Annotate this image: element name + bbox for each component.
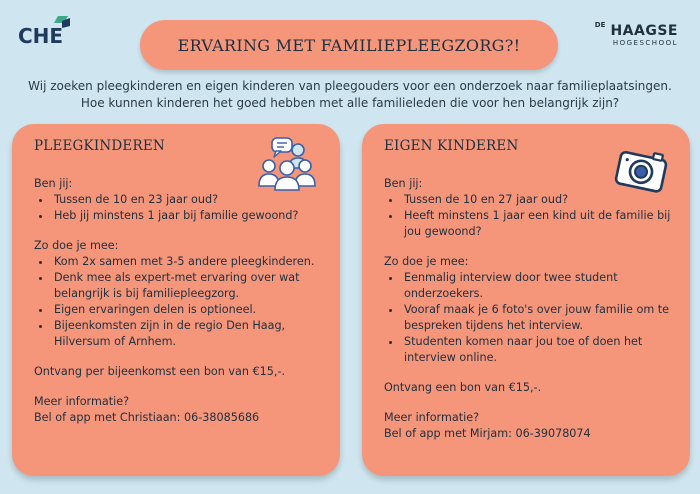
- list-item: • Tussen de 10 en 23 jaar oud?: [52, 192, 330, 208]
- list-item: • Vooraf maak je 6 foto's over jouw familie om te bespreken tijdens het interview.: [402, 302, 680, 334]
- eigen-kinderen-card: [362, 124, 690, 476]
- list-item: • Eenmalig interview door twee student onderzoekers.: [402, 270, 680, 302]
- list-item: • Studenten komen naar jou toe of doen het interview online.: [402, 334, 680, 366]
- doe-mee-list: [384, 270, 680, 366]
- info-label: Meer informatie?: [34, 395, 130, 408]
- list-item: • Denk mee als expert-met ervaring over wat belangrijk is bij familiepleegzorg.: [52, 270, 330, 302]
- list-item: • Heb jij minstens 1 jaar bij familie gewoond?: [52, 208, 330, 224]
- info-contact: Bel of app met Mirjam: 06-39078074: [384, 427, 591, 440]
- list-item: • Kom 2x samen met 3-5 andere pleegkinderen.: [52, 254, 330, 270]
- intro-line-2: Hoe kunnen kinderen het goed hebben met alle familieleden die voor hen belangrijk zijn?: [80, 96, 620, 110]
- doe-mee-label: Zo doe je mee:: [384, 255, 469, 268]
- haagse-logo-name: HAAGSE: [610, 23, 678, 39]
- doe-mee-label: Zo doe je mee:: [34, 239, 119, 252]
- page-title: ERVARING MET FAMILIEPLEEGZORG?!: [177, 35, 521, 55]
- info-contact: Bel of app met Christiaan: 06-38085686: [34, 411, 260, 424]
- haagse-logo-de: DE: [594, 21, 606, 29]
- pleegkinderen-heading: PLEEGKINDEREN: [34, 138, 165, 154]
- che-logo: [18, 14, 78, 48]
- che-logo-text: CHE: [18, 24, 64, 48]
- list-item: • Bijeenkomsten zijn in de regio Den Haag, Hilversum of Arnhem.: [52, 318, 330, 350]
- intro-text: [20, 78, 680, 112]
- pleegkinderen-body: [34, 176, 330, 426]
- title-banner: [140, 20, 558, 70]
- intro-line-1: Wij zoeken pleegkinderen en eigen kinderen van pleegouders voor een onderzoek naar familieplaatsingen.: [28, 79, 672, 93]
- list-item: • Tussen de 10 en 27 jaar oud?: [402, 192, 680, 208]
- reward-text: Ontvang per bijeenkomst een bon van €15,-.: [34, 365, 286, 378]
- ben-jij-list: [384, 192, 680, 240]
- doe-mee-list: [34, 254, 330, 350]
- ben-jij-label: Ben jij:: [34, 177, 73, 190]
- eigen-kinderen-heading: EIGEN KINDEREN: [384, 138, 519, 154]
- eigen-kinderen-body: [384, 176, 680, 442]
- haagse-logo-sub: HOGESCHOOL: [612, 39, 678, 47]
- reward-text: Ontvang een bon van €15,-.: [384, 381, 542, 394]
- ben-jij-label: Ben jij:: [384, 177, 423, 190]
- ben-jij-list: [34, 192, 330, 224]
- list-item: • Eigen ervaringen delen is optioneel.: [52, 302, 330, 318]
- haagse-hogeschool-logo: [595, 22, 678, 47]
- info-label: Meer informatie?: [384, 411, 480, 424]
- pleegkinderen-card: [12, 124, 340, 476]
- list-item: • Heeft minstens 1 jaar een kind uit de familie bij jou gewoond?: [402, 208, 680, 240]
